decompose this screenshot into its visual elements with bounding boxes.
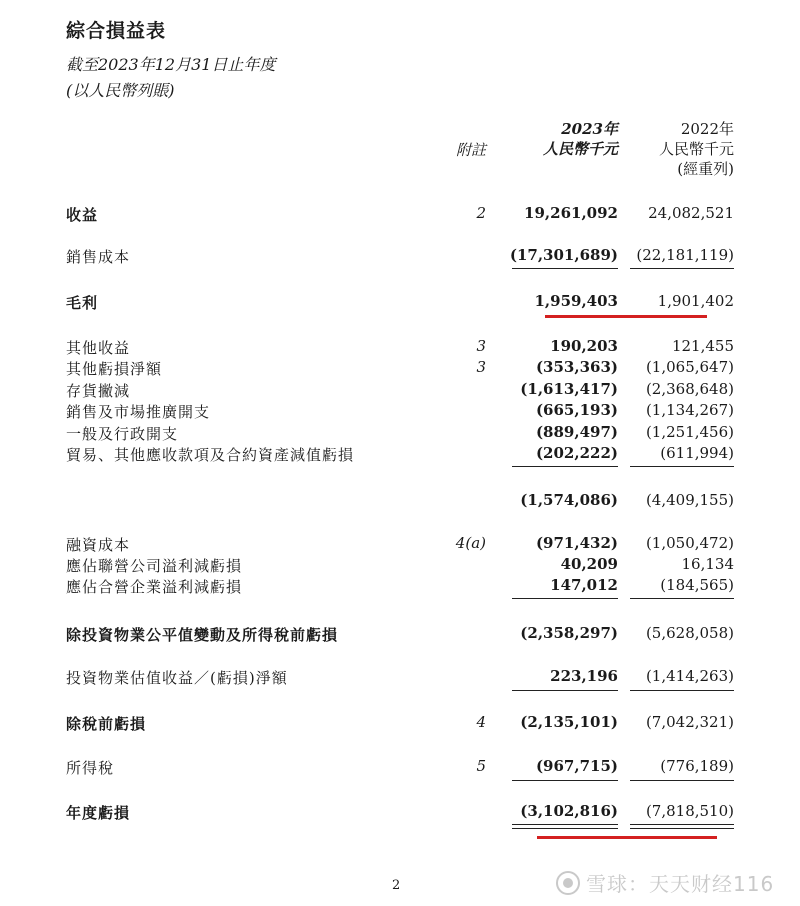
subtotal-rule	[512, 466, 618, 467]
column-header-2022	[630, 119, 734, 179]
row-label: 收益	[66, 206, 99, 224]
value-2023: (353,363)	[535, 358, 618, 376]
subtotal-rule	[630, 466, 734, 467]
value-2023: 19,261,092	[524, 204, 618, 222]
table-row	[0, 204, 800, 226]
value-2023: (17,301,689)	[509, 246, 618, 264]
value-2022: 1,901,402	[657, 292, 734, 310]
value-2022: (4,409,155)	[645, 491, 734, 509]
table-row	[0, 667, 800, 689]
value-2023: (3,102,816)	[520, 802, 618, 820]
table-row	[0, 423, 800, 445]
value-2022: (22,181,119)	[636, 246, 734, 264]
subtotal-rule	[630, 690, 734, 691]
row-label: 應佔合營企業溢利減虧損	[66, 578, 243, 596]
table-row	[0, 534, 800, 556]
value-2023: 147,012	[550, 576, 618, 594]
row-label: 除投資物業公平值變動及所得稅前虧損	[66, 626, 339, 644]
row-label: 貿易、其他應收款項及合約資產減值虧損	[66, 446, 355, 464]
row-label: 融資成本	[66, 536, 131, 554]
value-2023: (665,193)	[535, 401, 618, 419]
value-2023: (1,613,417)	[520, 380, 618, 398]
note-column-header: 附註	[455, 141, 486, 159]
row-label: 除稅前虧損	[66, 715, 147, 733]
statement-title: 綜合損益表	[66, 20, 167, 42]
unit-2023-label: 人民幣千元	[542, 140, 618, 158]
restated-remark: (經重列)	[677, 160, 734, 178]
watermark-text: 雪球：天天财经116	[586, 872, 775, 896]
table-row	[0, 444, 800, 466]
value-2022: (1,134,267)	[645, 401, 734, 419]
page-number: 2	[392, 878, 401, 893]
value-2022: 16,134	[681, 555, 734, 573]
value-2023: (2,135,101)	[520, 713, 618, 731]
value-2023: (967,715)	[535, 757, 618, 775]
table-row	[0, 358, 800, 380]
row-note: 5	[476, 757, 486, 775]
row-label: 投資物業估值收益／(虧損)淨額	[66, 669, 288, 687]
snowball-logo-icon	[556, 871, 580, 895]
row-label: 銷售成本	[66, 248, 131, 266]
value-2022: (2,368,648)	[645, 380, 734, 398]
year-2022-label: 2022年	[680, 120, 734, 138]
table-row	[0, 713, 800, 735]
row-note: 3	[476, 337, 486, 355]
table-row	[0, 624, 800, 646]
value-2022: (611,994)	[660, 444, 734, 462]
total-double-rule	[512, 824, 618, 829]
row-label: 毛利	[66, 294, 99, 312]
value-2023: (202,222)	[535, 444, 618, 462]
value-2023: (889,497)	[535, 423, 618, 441]
table-row	[0, 576, 800, 598]
value-2023: 223,196	[550, 667, 618, 685]
subtotal-rule	[630, 780, 734, 781]
row-label: 銷售及市場推廣開支	[66, 403, 211, 421]
row-label: 其他虧損淨額	[66, 360, 163, 378]
table-row	[0, 380, 800, 402]
table-row	[0, 292, 800, 314]
table-row	[0, 555, 800, 577]
table-row	[0, 246, 800, 268]
subtotal-rule	[512, 268, 618, 269]
highlight-underline	[545, 315, 707, 318]
value-2022: (5,628,058)	[645, 624, 734, 642]
value-2022: (7,818,510)	[645, 802, 734, 820]
unit-2022-label: 人民幣千元	[658, 140, 734, 158]
row-label: 一般及行政開支	[66, 425, 179, 443]
subtotal-rule	[630, 598, 734, 599]
row-label: 應佔聯營公司溢利減虧損	[66, 557, 243, 575]
column-header-2023	[500, 119, 618, 159]
total-double-rule	[630, 824, 734, 829]
subtotal-rule	[512, 690, 618, 691]
value-2022: (184,565)	[660, 576, 734, 594]
subtotal-rule	[512, 598, 618, 599]
highlight-underline	[537, 836, 717, 839]
row-note: 4(a)	[455, 534, 486, 552]
row-note: 2	[476, 204, 486, 222]
value-2023: (1,574,086)	[520, 491, 618, 509]
value-2022: (1,050,472)	[645, 534, 734, 552]
row-label: 年度虧損	[66, 804, 131, 822]
table-row	[0, 491, 800, 513]
table-row	[0, 401, 800, 423]
value-2023: 40,209	[560, 555, 618, 573]
subtotal-rule	[512, 780, 618, 781]
row-label: 存貨撇減	[66, 382, 131, 400]
value-2022: (776,189)	[660, 757, 734, 775]
watermark	[556, 868, 774, 897]
statement-period: 截至2023年12月31日止年度	[66, 55, 276, 74]
currency-note: (以人民幣列賬)	[66, 81, 175, 100]
row-note: 4	[476, 713, 486, 731]
value-2023: (971,432)	[535, 534, 618, 552]
value-2023: (2,358,297)	[520, 624, 618, 642]
value-2022: 121,455	[671, 337, 734, 355]
value-2022: (1,251,456)	[645, 423, 734, 441]
value-2023: 190,203	[550, 337, 618, 355]
row-label: 所得稅	[66, 759, 115, 777]
subtotal-rule	[630, 268, 734, 269]
value-2023: 1,959,403	[534, 292, 618, 310]
value-2022: 24,082,521	[648, 204, 734, 222]
table-row	[0, 337, 800, 359]
value-2022: (7,042,321)	[645, 713, 734, 731]
year-2023-label: 2023年	[561, 120, 618, 138]
table-row	[0, 757, 800, 779]
row-label: 其他收益	[66, 339, 131, 357]
table-row	[0, 802, 800, 824]
value-2022: (1,065,647)	[645, 358, 734, 376]
row-note: 3	[476, 358, 486, 376]
value-2022: (1,414,263)	[645, 667, 734, 685]
